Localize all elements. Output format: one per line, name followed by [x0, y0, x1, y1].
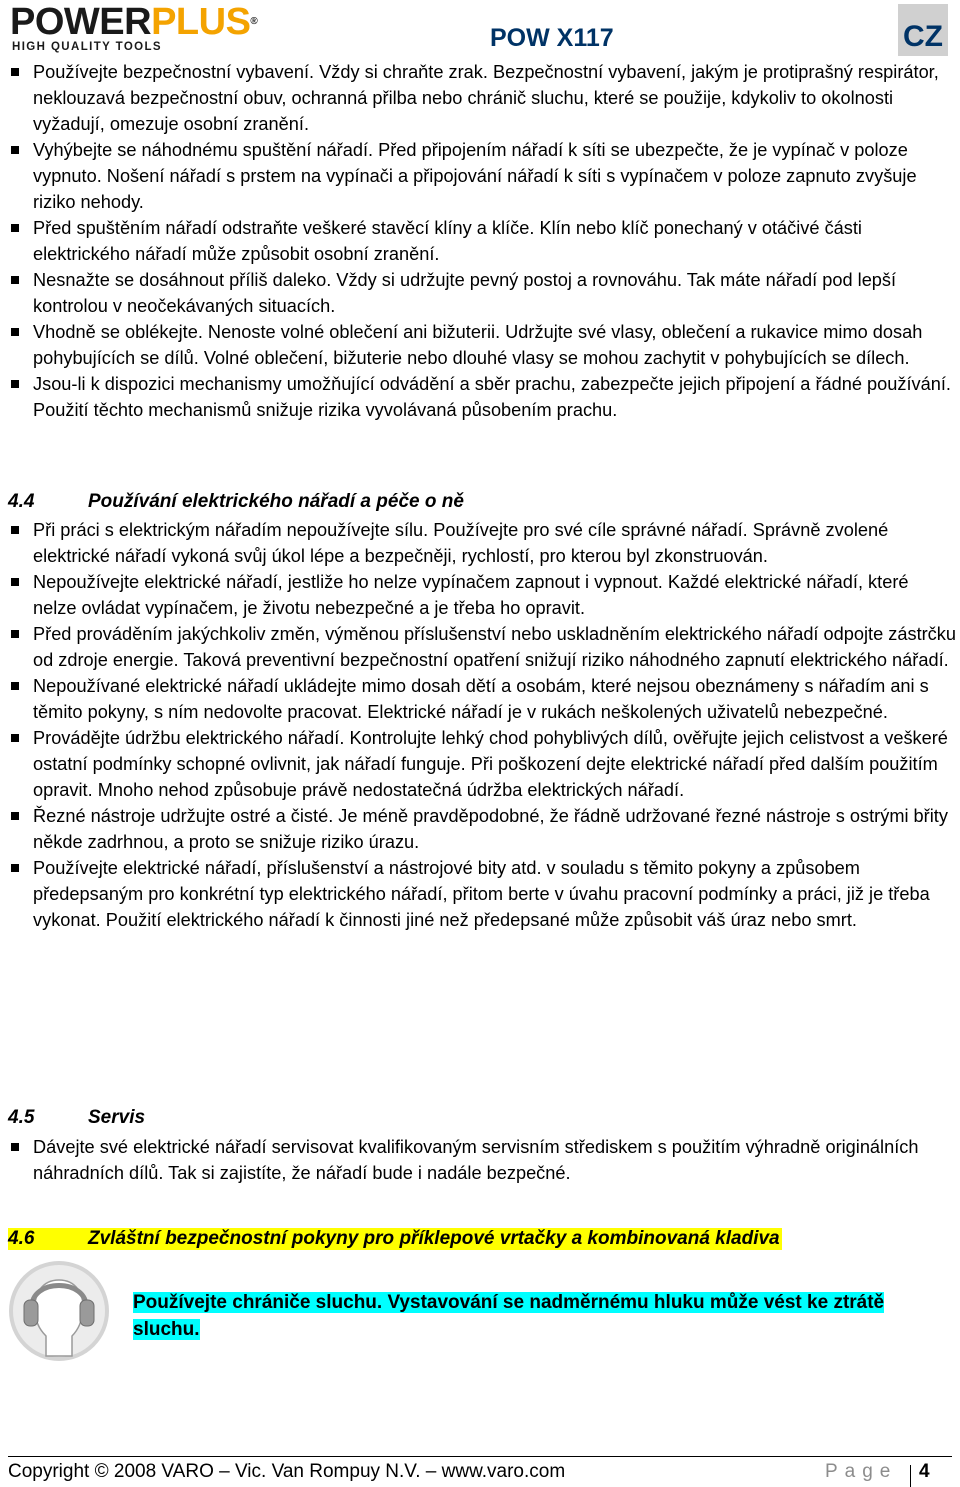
- list-item-text: Při práci s elektrickým nářadím nepoužívejte sílu. Používejte pro své cíle správné nářadí. Správně zvolené elektrické nářadí vykoná svůj úkol lépe a bezpečněji, rychlostí, pro kterou byl zkonstruován.: [33, 520, 889, 566]
- bullet-icon: [11, 276, 19, 284]
- bullet-icon: [11, 812, 19, 820]
- logo-tagline: HIGH QUALITY TOOLS: [12, 41, 163, 53]
- logo-power-text: POWER: [10, 1, 152, 43]
- logo-plus-text: PLUS: [151, 1, 251, 43]
- section-number: 4.4: [8, 491, 35, 512]
- list-item: [8, 215, 956, 267]
- bullet-icon: [11, 224, 19, 232]
- list-item: [8, 855, 956, 933]
- section-number: 4.5: [8, 1107, 35, 1128]
- list-item-text: Řezné nástroje udržujte ostré a čisté. Je méně pravděpodobné, že řádně udržované řezné nástroje s ostrými břity někde zadrhnou, a proto se snižuje riziko úrazu.: [33, 806, 948, 852]
- model-number: POW X117: [490, 24, 614, 52]
- list-item: [8, 1134, 956, 1186]
- section-title: Zvláštní bezpečnostní pokyny pro příklepové vrtačky a kombinovaná kladiva: [88, 1228, 780, 1249]
- section-heading-4-5: [8, 1107, 145, 1129]
- language-badge: CZ: [898, 4, 948, 56]
- list-item-text: Před prováděním jakýchkoliv změn, výměnou příslušenství nebo uskladněním elektrického nářadí odpojte zástrčku od zdroje energie. Taková preventivní bezpečnostní opatření snižují riziko náhodného zapnutí elektrického nářadí.: [33, 624, 956, 670]
- section-number: 4.6: [8, 1228, 35, 1249]
- list-item-text: Nesnažte se dosáhnout příliš daleko. Vždy si udržujte pevný postoj a rovnováhu. Tak máte nářadí pod lepší kontrolou v neočekávaných situacích.: [33, 270, 897, 316]
- page-separator: [910, 1465, 911, 1487]
- bullet-icon: [11, 328, 19, 336]
- section-heading-4-4: [8, 491, 464, 513]
- bullet-icon: [11, 380, 19, 388]
- list-item: [8, 569, 956, 621]
- bullet-icon: [11, 682, 19, 690]
- hearing-warning-text: Používejte chrániče sluchu. Vystavování se nadměrnému hluku může vést ke ztrátě sluchu.: [133, 1292, 885, 1340]
- list-item-text: Jsou-li k dispozici mechanismy umožňující odvádění a sběr prachu, zabezpečte jejich připojení a řádné používání. Použití těchto mechanismů snižuje rizika vyvolávaná působením prachu.: [33, 374, 951, 420]
- list-item-text: Vhodně se oblékejte. Nenoste volné oblečení ani bižuterii. Udržujte své vlasy, oblečení a rukavice mimo dosah pohybujících se dílů. Volné oblečení, bižuterie nebo dlouhé vlasy se mohou zachytit v pohybujících se dílech.: [33, 322, 923, 368]
- bullet-icon: [11, 578, 19, 586]
- ear-protection-icon: [8, 1260, 110, 1362]
- powerplus-logo: [10, 1, 290, 54]
- list-item-text: Před spuštěním nářadí odstraňte veškeré stavěcí klíny a klíče. Klín nebo klíč ponechaný v otáčivé části elektrického nářadí může způsobit osobní zranění.: [33, 218, 862, 264]
- hearing-warning: [133, 1289, 933, 1343]
- safety-list-tool-use: [8, 517, 956, 933]
- bullet-icon: [11, 526, 19, 534]
- bullet-icon: [11, 864, 19, 872]
- list-item-text: Nepoužívejte elektrické nářadí, jestliže ho nelze vypínačem zapnout i vypnout. Každé elektrické nářadí, které nelze ovládat vypínačem, je životu nebezpečné a je třeba ho opravit.: [33, 572, 909, 618]
- page-number: 4: [919, 1461, 930, 1482]
- bullet-icon: [11, 734, 19, 742]
- list-item: [8, 319, 956, 371]
- section-heading-4-6: [8, 1228, 782, 1250]
- safety-list-service: [8, 1134, 956, 1186]
- list-item: [8, 267, 956, 319]
- page-label: Page: [825, 1461, 898, 1482]
- list-item: [8, 59, 956, 137]
- list-item: [8, 621, 956, 673]
- list-item: [8, 517, 956, 569]
- logo-registered-mark: ®: [250, 16, 258, 27]
- section-title: Používání elektrického nářadí a péče o ně: [88, 491, 464, 512]
- bullet-icon: [11, 146, 19, 154]
- footer-copyright: Copyright © 2008 VARO – Vic. Van Rompuy N.V. – www.varo.com: [8, 1461, 566, 1482]
- list-item-text: Nepoužívané elektrické nářadí ukládejte mimo dosah dětí a osobám, které nejsou obeznámeny s nářadím ani s těmito pokyny, s ním nedovolte pracovat. Elektrické nářadí je v rukách neškolených uživatelů nebezpečné.: [33, 676, 929, 722]
- list-item: [8, 137, 956, 215]
- bullet-icon: [11, 1143, 19, 1151]
- list-item-text: Dávejte své elektrické nářadí servisovat kvalifikovaným servisním střediskem s použitím výhradně originálních náhradních dílů. Tak si zajistíte, že nářadí bude i nadále bezpečné.: [33, 1137, 919, 1183]
- logo-wordmark: [10, 1, 290, 43]
- bullet-icon: [11, 630, 19, 638]
- list-item: [8, 803, 956, 855]
- list-item-text: Vyhýbejte se náhodnému spuštění nářadí. Před připojením nářadí k síti se ubezpečte, že je vypínač v poloze vypnuto. Nošení nářadí s prstem na vypínači a připojování nářadí k síti s vypínačem v poloze zapnuto zvyšuje riziko nehody.: [33, 140, 917, 212]
- list-item: [8, 673, 956, 725]
- footer-divider: [8, 1456, 952, 1457]
- list-item-text: Používejte elektrické nářadí, příslušenství a nástrojové bity atd. v souladu s těmito pokyny a způsobem předepsaným pro konkrétní typ elektrického nářadí, přitom berte v úvahu pracovní podmínky a práci, již je třeba vykonat. Použití elektrického nářadí k činnosti jiné než předepsané může způsobit váš úraz nebo smrt.: [33, 858, 930, 930]
- section-title: Servis: [88, 1107, 146, 1128]
- list-item-text: Provádějte údržbu elektrického nářadí. Kontrolujte lehký chod pohyblivých dílů, ověřujte jejich celistvost a veškeré ostatní podmínky schopné ovlivnit, jak nářadí funguje. Při poškození dejte elektrické nářadí před dalším použitím opravit. Mnoho nehod způsobuje právě nedostatečná údržba elektrických nářadí.: [33, 728, 948, 800]
- safety-list-personal: [8, 59, 956, 423]
- list-item: [8, 725, 956, 803]
- bullet-icon: [11, 68, 19, 76]
- list-item-text: Používejte bezpečnostní vybavení. Vždy si chraňte zrak. Bezpečnostní vybavení, jakým je protiprašný respirátor, neklouzavá bezpečnostní obuv, ochranná přilba nebo chránič sluchu, které se použije, kdykoliv to okolnosti vyžadují, omezuje osobní zranění.: [33, 62, 939, 134]
- list-item: [8, 371, 956, 423]
